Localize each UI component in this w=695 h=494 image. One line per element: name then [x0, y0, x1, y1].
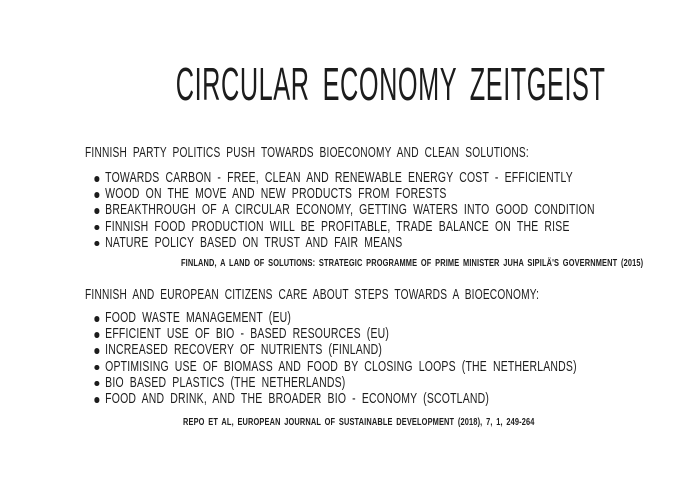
list-item: WOOD ON THE MOVE AND NEW PRODUCTS FROM FORESTS — [85, 186, 675, 202]
slide-title — [0, 57, 695, 112]
section-2-heading — [85, 287, 695, 303]
list-item: OPTIMISING USE OF BIOMASS AND FOOD BY CLOSING LOOPS (THE NETHERLANDS) — [85, 359, 675, 375]
section-2-citation — [183, 417, 658, 429]
list-item: FINNISH FOOD PRODUCTION WILL BE PROFITABLE, TRADE BALANCE ON THE RISE — [85, 219, 675, 235]
list-item: BIO BASED PLASTICS (THE NETHERLANDS) — [85, 375, 675, 391]
section-1-citation-text: FINLAND, A LAND OF SOLUTIONS: STRATEGIC PROGRAMME OF PRIME MINISTER JUHA SIPILÄ'S GOVERNMENT (2015) — [181, 258, 644, 269]
section-1-heading-text: FINNISH PARTY POLITICS PUSH TOWARDS BIOECONOMY AND CLEAN SOLUTIONS: — [85, 145, 529, 161]
section-1-heading — [85, 145, 695, 161]
list-item: EFFICIENT USE OF BIO - BASED RESOURCES (EU) — [85, 326, 675, 342]
slide-title-text: CIRCULAR ECONOMY ZEITGEIST — [175, 58, 606, 110]
list-item: FOOD AND DRINK, AND THE BROADER BIO - ECONOMY (SCOTLAND) — [85, 391, 675, 407]
list-item: TOWARDS CARBON - FREE, CLEAN AND RENEWABLE ENERGY COST - EFFICIENTLY — [85, 170, 675, 186]
section-1-bullet-list — [85, 170, 675, 251]
list-item: FOOD WASTE MANAGEMENT (EU) — [85, 310, 675, 326]
list-item: BREAKTHROUGH OF A CIRCULAR ECONOMY, GETTING WATERS INTO GOOD CONDITION — [85, 202, 675, 218]
section-1-citation — [181, 258, 695, 270]
section-2-heading-text: FINNISH AND EUROPEAN CITIZENS CARE ABOUT STEPS TOWARDS A BIOECONOMY: — [85, 287, 540, 303]
list-item: NATURE POLICY BASED ON TRUST AND FAIR MEANS — [85, 235, 675, 251]
section-2-citation-text: REPO ET AL, EUROPEAN JOURNAL OF SUSTAINABLE DEVELOPMENT (2018), 7, 1, 249-264 — [183, 417, 535, 428]
section-2-bullet-list — [85, 310, 675, 407]
list-item: INCREASED RECOVERY OF NUTRIENTS (FINLAND) — [85, 342, 675, 358]
